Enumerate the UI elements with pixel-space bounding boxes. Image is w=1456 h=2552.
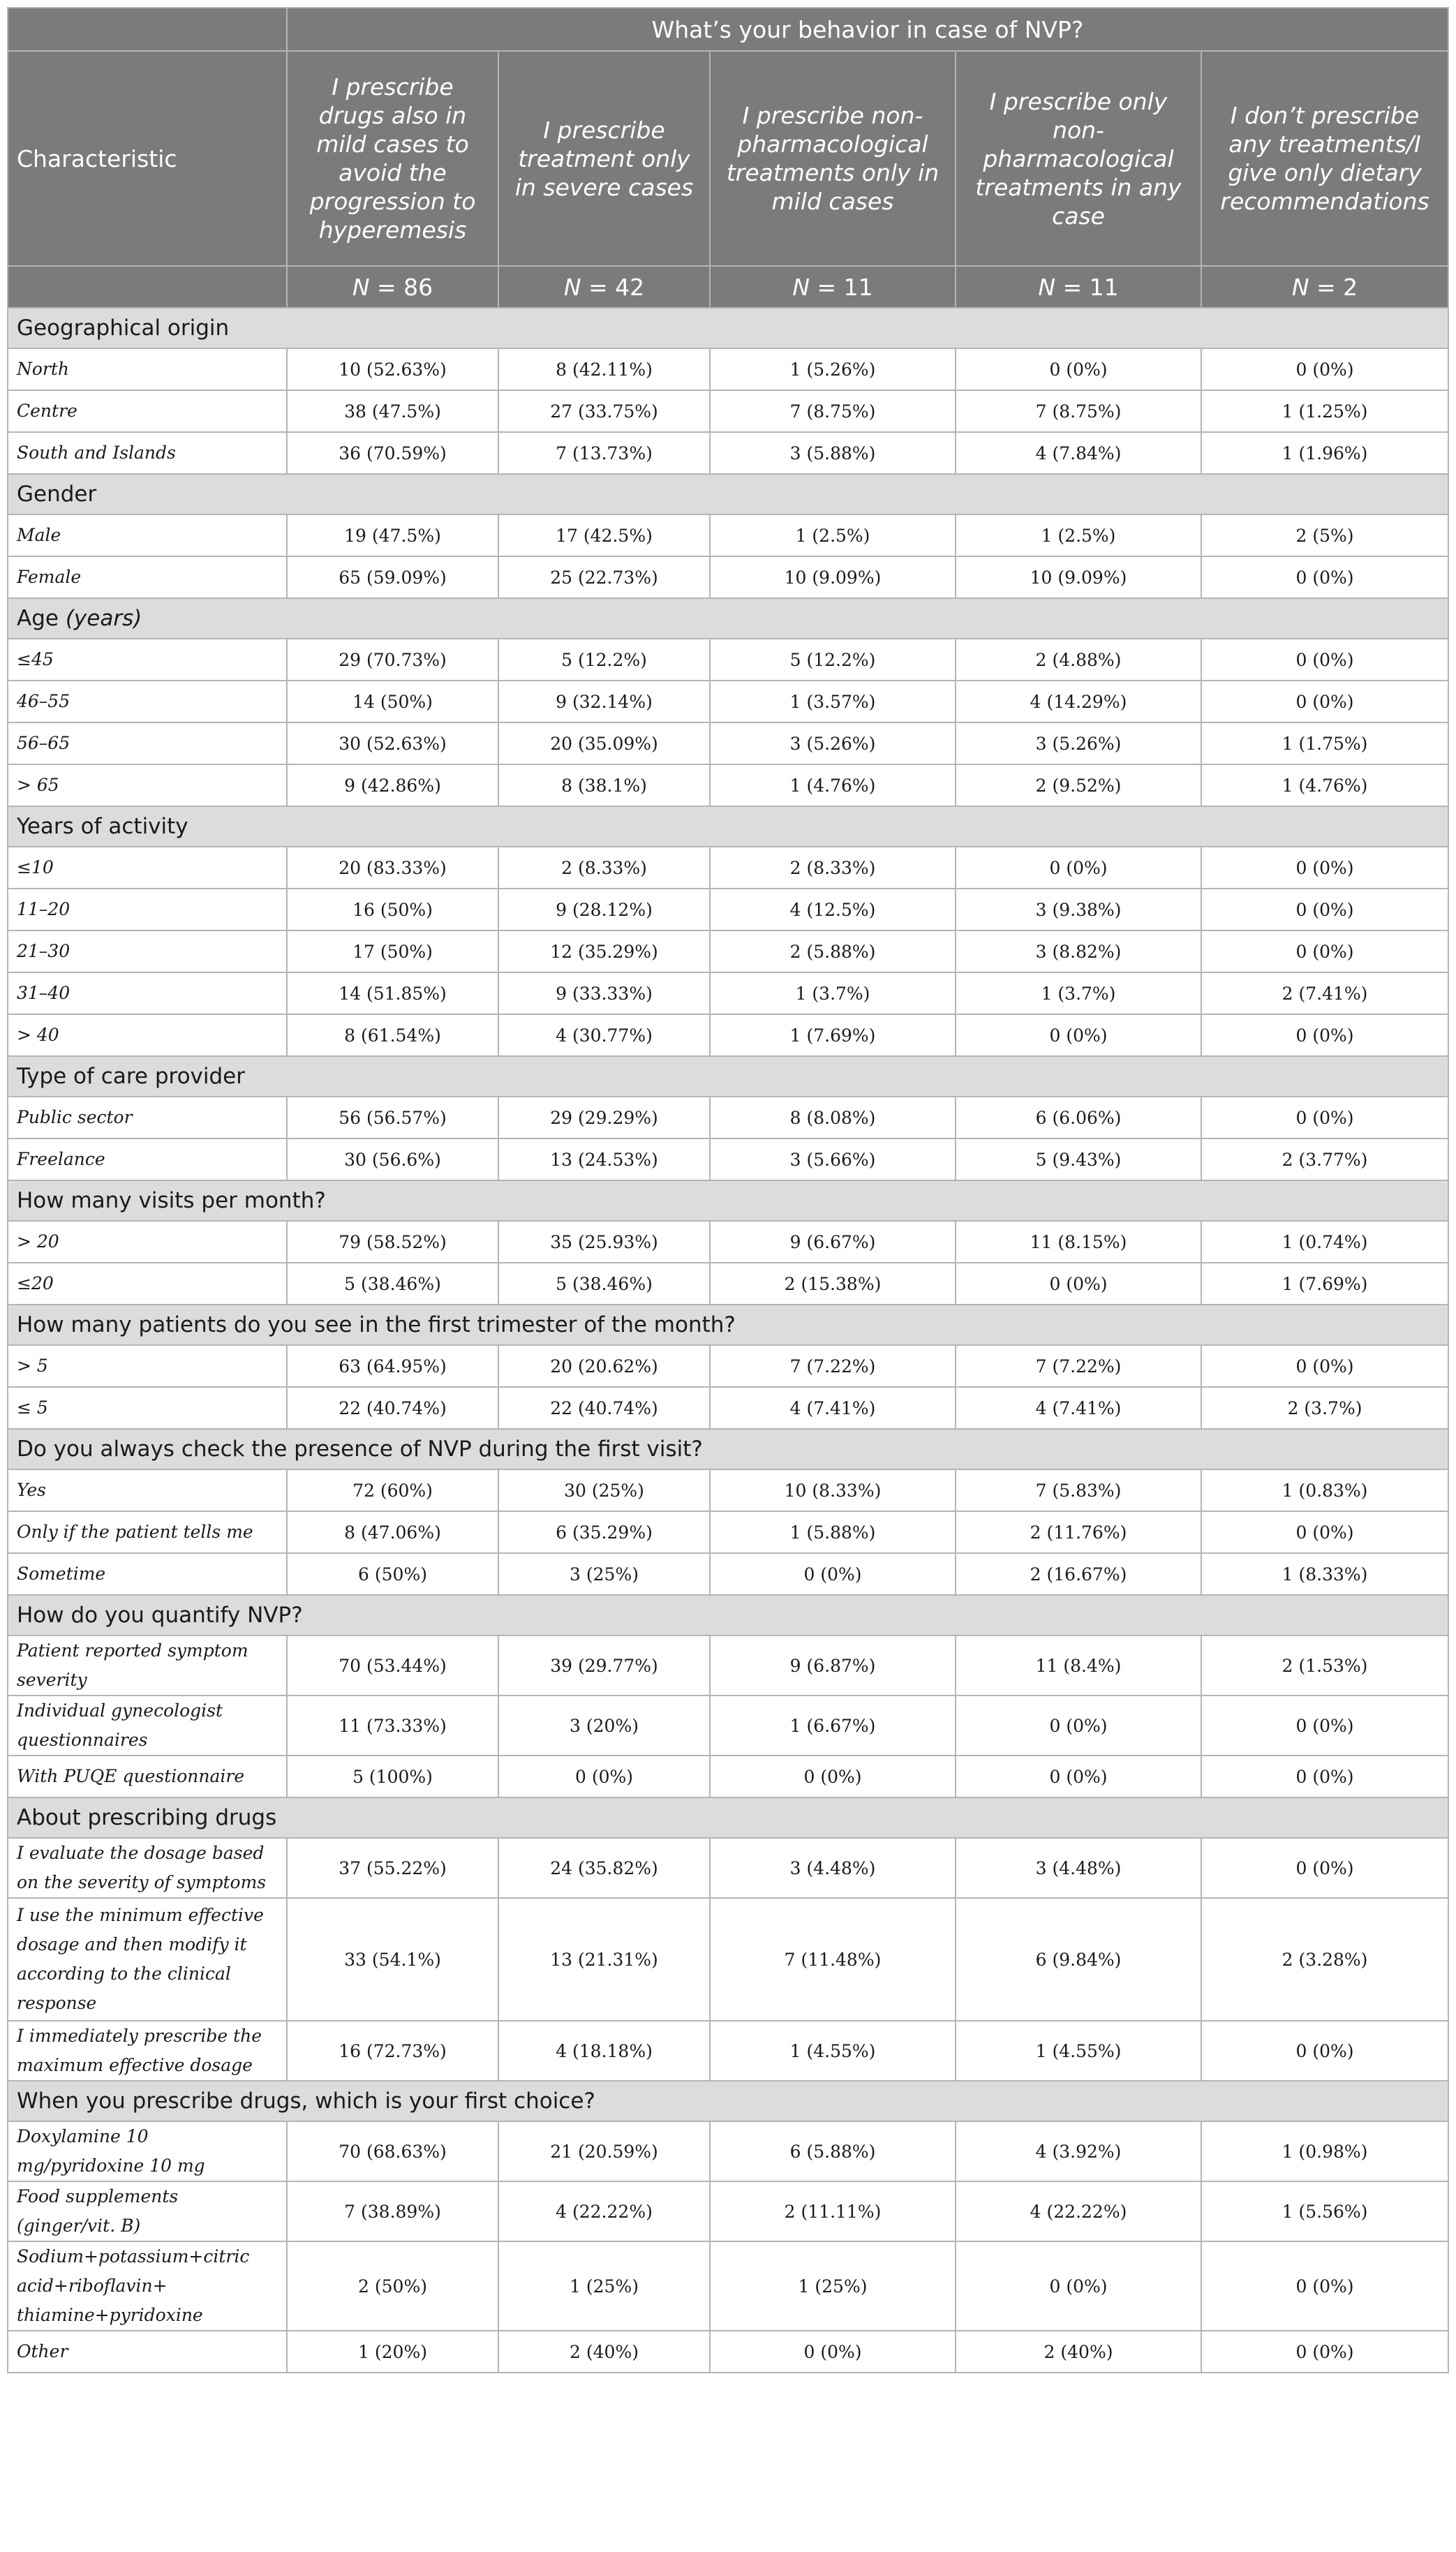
- value-cell: 7 (8.75%): [956, 390, 1201, 432]
- n-count-cell: [956, 266, 1201, 308]
- value-cell: 39 (29.77%): [498, 1635, 710, 1696]
- value-cell: 0 (0%): [498, 1756, 710, 1797]
- section-header-row: [8, 1180, 1448, 1221]
- value-cell: 27 (33.75%): [498, 390, 710, 432]
- value-cell: 14 (50%): [287, 681, 498, 722]
- value-cell: 0 (0%): [956, 348, 1201, 390]
- table-row: [8, 764, 1448, 806]
- header-blank-cell: [8, 8, 287, 51]
- row-label: ≤ 5: [8, 1387, 287, 1429]
- value-cell: 35 (25.93%): [498, 1221, 710, 1263]
- section-title-text: Gender: [17, 482, 97, 507]
- row-label: North: [8, 348, 287, 390]
- value-cell: 16 (50%): [287, 889, 498, 930]
- value-cell: 0 (0%): [956, 847, 1201, 889]
- value-cell: 0 (0%): [1201, 2021, 1448, 2081]
- value-cell: 0 (0%): [956, 1756, 1201, 1797]
- section-title: [8, 598, 1448, 639]
- value-cell: 0 (0%): [956, 1263, 1201, 1305]
- value-cell: 1 (5.88%): [710, 1511, 956, 1553]
- value-cell: 30 (25%): [498, 1469, 710, 1511]
- value-cell: 1 (25%): [710, 2241, 956, 2331]
- value-cell: 9 (28.12%): [498, 889, 710, 930]
- value-cell: 20 (20.62%): [498, 1345, 710, 1387]
- row-label: 21–30: [8, 930, 287, 972]
- value-cell: 1 (3.7%): [710, 972, 956, 1014]
- table-row: [8, 972, 1448, 1014]
- value-cell: 2 (8.33%): [710, 847, 956, 889]
- value-cell: 0 (0%): [1201, 1838, 1448, 1898]
- value-cell: 0 (0%): [710, 1756, 956, 1797]
- n-count-cell: [498, 266, 710, 308]
- section-header-row: [8, 1797, 1448, 1838]
- section-title: [8, 474, 1448, 514]
- section-title-text: Years of activity: [17, 814, 188, 839]
- row-label: ≤45: [8, 639, 287, 681]
- value-cell: 2 (16.67%): [956, 1553, 1201, 1595]
- n-letter: N: [792, 273, 810, 301]
- value-cell: 7 (8.75%): [710, 390, 956, 432]
- value-cell: 3 (5.66%): [710, 1138, 956, 1180]
- row-label: Other: [8, 2331, 287, 2373]
- table-row: [8, 1263, 1448, 1305]
- value-cell: 5 (38.46%): [498, 1263, 710, 1305]
- value-cell: 1 (7.69%): [1201, 1263, 1448, 1305]
- table-row: [8, 1138, 1448, 1180]
- value-cell: 0 (0%): [956, 1014, 1201, 1056]
- value-cell: 10 (8.33%): [710, 1469, 956, 1511]
- n-count-cell: [1201, 266, 1448, 308]
- value-cell: 56 (56.57%): [287, 1097, 498, 1138]
- table-row: [8, 1898, 1448, 2021]
- row-label: Patient reported symptom severity: [8, 1635, 287, 1696]
- value-cell: 1 (0.83%): [1201, 1469, 1448, 1511]
- table-row: [8, 1756, 1448, 1797]
- value-cell: 10 (52.63%): [287, 348, 498, 390]
- value-cell: 2 (1.53%): [1201, 1635, 1448, 1696]
- value-cell: 3 (9.38%): [956, 889, 1201, 930]
- table-row: [8, 722, 1448, 764]
- value-cell: 11 (8.4%): [956, 1635, 1201, 1696]
- characteristic-header: Characteristic: [8, 51, 287, 266]
- section-title: [8, 1056, 1448, 1097]
- section-title-text: How many patients do you see in the first trimester of the month?: [17, 1312, 736, 1337]
- value-cell: 0 (0%): [1201, 1345, 1448, 1387]
- value-cell: 7 (38.89%): [287, 2181, 498, 2241]
- value-cell: 2 (11.11%): [710, 2181, 956, 2241]
- table-row: [8, 1014, 1448, 1056]
- section-title: [8, 1305, 1448, 1345]
- section-title-text: How many visits per month?: [17, 1188, 326, 1213]
- survey-results-table: [7, 7, 1449, 2373]
- table-row: [8, 1387, 1448, 1429]
- table-row: [8, 2331, 1448, 2373]
- section-title-text: About prescribing drugs: [17, 1805, 277, 1830]
- value-cell: 4 (7.41%): [710, 1387, 956, 1429]
- value-cell: 8 (38.1%): [498, 764, 710, 806]
- value-cell: 20 (83.33%): [287, 847, 498, 889]
- value-cell: 4 (3.92%): [956, 2121, 1201, 2181]
- table-row: [8, 556, 1448, 598]
- table-row: [8, 1221, 1448, 1263]
- value-cell: 0 (0%): [1201, 1014, 1448, 1056]
- value-cell: 0 (0%): [1201, 639, 1448, 681]
- value-cell: 9 (6.67%): [710, 1221, 956, 1263]
- table-row: [8, 1635, 1448, 1696]
- table-row: [8, 889, 1448, 930]
- section-title-text: Geographical origin: [17, 316, 230, 341]
- value-cell: 2 (3.7%): [1201, 1387, 1448, 1429]
- value-cell: 0 (0%): [1201, 2331, 1448, 2373]
- value-cell: 1 (2.5%): [710, 514, 956, 556]
- column-header-drugs-mild: I prescribe drugs also in mild cases to avoid the progression to hyperemesis: [287, 51, 498, 266]
- value-cell: 37 (55.22%): [287, 1838, 498, 1898]
- table-row: [8, 390, 1448, 432]
- row-label: > 5: [8, 1345, 287, 1387]
- value-cell: 29 (29.29%): [498, 1097, 710, 1138]
- table-row: [8, 1838, 1448, 1898]
- value-cell: 5 (12.2%): [498, 639, 710, 681]
- value-cell: 17 (50%): [287, 930, 498, 972]
- row-label: Freelance: [8, 1138, 287, 1180]
- section-header-row: [8, 2081, 1448, 2121]
- row-label: Female: [8, 556, 287, 598]
- value-cell: 0 (0%): [1201, 930, 1448, 972]
- value-cell: 1 (7.69%): [710, 1014, 956, 1056]
- row-label: I use the minimum effective dosage and then modify it according to the clinical response: [8, 1898, 287, 2021]
- n-count-cell: [287, 266, 498, 308]
- value-cell: 4 (30.77%): [498, 1014, 710, 1056]
- value-cell: 2 (9.52%): [956, 764, 1201, 806]
- value-cell: 11 (8.15%): [956, 1221, 1201, 1263]
- value-cell: 1 (5.56%): [1201, 2181, 1448, 2241]
- n-value: = 42: [581, 273, 645, 301]
- row-label: Food supplements (ginger/vit. B): [8, 2181, 287, 2241]
- value-cell: 5 (12.2%): [710, 639, 956, 681]
- value-cell: 1 (4.55%): [710, 2021, 956, 2081]
- value-cell: 2 (40%): [498, 2331, 710, 2373]
- value-cell: 13 (21.31%): [498, 1898, 710, 2021]
- section-header-row: [8, 598, 1448, 639]
- value-cell: 3 (20%): [498, 1696, 710, 1756]
- row-label: Centre: [8, 390, 287, 432]
- value-cell: 0 (0%): [1201, 2241, 1448, 2331]
- section-title-text: How do you quantify NVP?: [17, 1603, 303, 1628]
- column-header-nonpharm-mild: I prescribe non-pharmacological treatments only in mild cases: [710, 51, 956, 266]
- table-row: [8, 1696, 1448, 1756]
- n-count-cell: [710, 266, 956, 308]
- value-cell: 33 (54.1%): [287, 1898, 498, 2021]
- n-letter: N: [1038, 273, 1056, 301]
- section-header-row: [8, 806, 1448, 847]
- value-cell: 4 (22.22%): [956, 2181, 1201, 2241]
- value-cell: 1 (0.74%): [1201, 1221, 1448, 1263]
- value-cell: 9 (42.86%): [287, 764, 498, 806]
- value-cell: 36 (70.59%): [287, 432, 498, 474]
- table-row: [8, 930, 1448, 972]
- section-header-row: [8, 1595, 1448, 1635]
- value-cell: 3 (4.48%): [710, 1838, 956, 1898]
- value-cell: 17 (42.5%): [498, 514, 710, 556]
- value-cell: 2 (50%): [287, 2241, 498, 2331]
- value-cell: 7 (5.83%): [956, 1469, 1201, 1511]
- section-header-row: [8, 1056, 1448, 1097]
- value-cell: 3 (25%): [498, 1553, 710, 1595]
- value-cell: 30 (52.63%): [287, 722, 498, 764]
- value-cell: 1 (25%): [498, 2241, 710, 2331]
- value-cell: 1 (1.25%): [1201, 390, 1448, 432]
- value-cell: 2 (5%): [1201, 514, 1448, 556]
- value-cell: 0 (0%): [1201, 681, 1448, 722]
- section-title: [8, 308, 1448, 348]
- row-label: Doxylamine 10 mg/pyridoxine 10 mg: [8, 2121, 287, 2181]
- row-label: I immediately prescribe the maximum effective dosage: [8, 2021, 287, 2081]
- section-header-row: [8, 1429, 1448, 1469]
- value-cell: 11 (73.33%): [287, 1696, 498, 1756]
- value-cell: 7 (13.73%): [498, 432, 710, 474]
- table-row: [8, 348, 1448, 390]
- section-title-text: Age: [17, 606, 66, 631]
- value-cell: 22 (40.74%): [498, 1387, 710, 1429]
- row-label: With PUQE questionnaire: [8, 1756, 287, 1797]
- value-cell: 5 (9.43%): [956, 1138, 1201, 1180]
- value-cell: 1 (4.55%): [956, 2021, 1201, 2081]
- value-cell: 8 (8.08%): [710, 1097, 956, 1138]
- value-cell: 4 (22.22%): [498, 2181, 710, 2241]
- section-title: [8, 806, 1448, 847]
- value-cell: 29 (70.73%): [287, 639, 498, 681]
- value-cell: 5 (100%): [287, 1756, 498, 1797]
- value-cell: 16 (72.73%): [287, 2021, 498, 2081]
- value-cell: 25 (22.73%): [498, 556, 710, 598]
- value-cell: 7 (7.22%): [710, 1345, 956, 1387]
- value-cell: 72 (60%): [287, 1469, 498, 1511]
- section-title: [8, 1180, 1448, 1221]
- n-value: = 86: [369, 273, 433, 301]
- value-cell: 38 (47.5%): [287, 390, 498, 432]
- value-cell: 19 (47.5%): [287, 514, 498, 556]
- value-cell: 2 (5.88%): [710, 930, 956, 972]
- value-cell: 79 (58.52%): [287, 1221, 498, 1263]
- table-row: [8, 432, 1448, 474]
- section-title: [8, 1595, 1448, 1635]
- value-cell: 1 (3.57%): [710, 681, 956, 722]
- value-cell: 10 (9.09%): [710, 556, 956, 598]
- value-cell: 14 (51.85%): [287, 972, 498, 1014]
- table-row: [8, 2241, 1448, 2331]
- value-cell: 21 (20.59%): [498, 2121, 710, 2181]
- row-label: > 65: [8, 764, 287, 806]
- value-cell: 8 (47.06%): [287, 1511, 498, 1553]
- value-cell: 0 (0%): [956, 1696, 1201, 1756]
- value-cell: 0 (0%): [1201, 556, 1448, 598]
- value-cell: 4 (18.18%): [498, 2021, 710, 2081]
- row-label: 46–55: [8, 681, 287, 722]
- value-cell: 65 (59.09%): [287, 556, 498, 598]
- row-label: Public sector: [8, 1097, 287, 1138]
- value-cell: 2 (7.41%): [1201, 972, 1448, 1014]
- section-header-row: [8, 474, 1448, 514]
- row-label: 31–40: [8, 972, 287, 1014]
- value-cell: 1 (1.96%): [1201, 432, 1448, 474]
- table-row: [8, 1469, 1448, 1511]
- value-cell: 4 (7.41%): [956, 1387, 1201, 1429]
- table-row: [8, 2121, 1448, 2181]
- table-row: [8, 2021, 1448, 2081]
- n-blank-cell: [8, 266, 287, 308]
- value-cell: 3 (4.48%): [956, 1838, 1201, 1898]
- row-label: Male: [8, 514, 287, 556]
- value-cell: 3 (5.26%): [956, 722, 1201, 764]
- column-header-no-treatment: I don’t prescribe any treatments/I give only dietary recommendations: [1201, 51, 1448, 266]
- value-cell: 9 (6.87%): [710, 1635, 956, 1696]
- section-title-text: Type of care provider: [17, 1064, 245, 1089]
- value-cell: 8 (61.54%): [287, 1014, 498, 1056]
- value-cell: 9 (33.33%): [498, 972, 710, 1014]
- value-cell: 1 (1.75%): [1201, 722, 1448, 764]
- value-cell: 0 (0%): [1201, 847, 1448, 889]
- value-cell: 2 (3.77%): [1201, 1138, 1448, 1180]
- section-title: [8, 1429, 1448, 1469]
- value-cell: 24 (35.82%): [498, 1838, 710, 1898]
- table-row: [8, 514, 1448, 556]
- value-cell: 0 (0%): [1201, 348, 1448, 390]
- n-letter: N: [563, 273, 581, 301]
- table-row: [8, 2181, 1448, 2241]
- table-row: [8, 681, 1448, 722]
- section-header-row: [8, 308, 1448, 348]
- table-row: [8, 847, 1448, 889]
- value-cell: 22 (40.74%): [287, 1387, 498, 1429]
- value-cell: 7 (11.48%): [710, 1898, 956, 2021]
- table-row: [8, 639, 1448, 681]
- value-cell: 0 (0%): [1201, 1756, 1448, 1797]
- column-header-severe-only: I prescribe treatment only in severe cases: [498, 51, 710, 266]
- value-cell: 2 (40%): [956, 2331, 1201, 2373]
- section-title-unit: (years): [65, 606, 142, 631]
- value-cell: 2 (3.28%): [1201, 1898, 1448, 2021]
- section-title-text: Do you always check the presence of NVP during the first visit?: [17, 1437, 703, 1462]
- row-label: > 20: [8, 1221, 287, 1263]
- value-cell: 3 (5.26%): [710, 722, 956, 764]
- value-cell: 3 (5.88%): [710, 432, 956, 474]
- value-cell: 10 (9.09%): [956, 556, 1201, 598]
- row-label: ≤20: [8, 1263, 287, 1305]
- value-cell: 0 (0%): [1201, 1511, 1448, 1553]
- row-label: South and Islands: [8, 432, 287, 474]
- value-cell: 6 (50%): [287, 1553, 498, 1595]
- value-cell: 1 (3.7%): [956, 972, 1201, 1014]
- row-label: 11–20: [8, 889, 287, 930]
- column-header-nonpharm-any: I prescribe only non-pharmacological treatments in any case: [956, 51, 1201, 266]
- table-row: [8, 1097, 1448, 1138]
- value-cell: 1 (2.5%): [956, 514, 1201, 556]
- row-label: Only if the patient tells me: [8, 1511, 287, 1553]
- value-cell: 0 (0%): [956, 2241, 1201, 2331]
- value-cell: 0 (0%): [710, 2331, 956, 2373]
- value-cell: 30 (56.6%): [287, 1138, 498, 1180]
- value-cell: 1 (8.33%): [1201, 1553, 1448, 1595]
- value-cell: 63 (64.95%): [287, 1345, 498, 1387]
- row-label: > 40: [8, 1014, 287, 1056]
- table-row: [8, 1553, 1448, 1595]
- value-cell: 70 (68.63%): [287, 2121, 498, 2181]
- behavior-question-header: What’s your behavior in case of NVP?: [287, 8, 1448, 51]
- value-cell: 0 (0%): [710, 1553, 956, 1595]
- value-cell: 4 (14.29%): [956, 681, 1201, 722]
- n-letter: N: [1291, 273, 1309, 301]
- table-row: [8, 1511, 1448, 1553]
- value-cell: 1 (0.98%): [1201, 2121, 1448, 2181]
- row-label: 56–65: [8, 722, 287, 764]
- row-label: Individual gynecologist questionnaires: [8, 1696, 287, 1756]
- value-cell: 5 (38.46%): [287, 1263, 498, 1305]
- value-cell: 12 (35.29%): [498, 930, 710, 972]
- value-cell: 4 (7.84%): [956, 432, 1201, 474]
- n-value: = 2: [1309, 273, 1358, 301]
- value-cell: 0 (0%): [1201, 1696, 1448, 1756]
- section-title-text: When you prescribe drugs, which is your first choice?: [17, 2089, 595, 2114]
- row-label: Sometime: [8, 1553, 287, 1595]
- row-label: ≤10: [8, 847, 287, 889]
- n-value: = 11: [1055, 273, 1119, 301]
- value-cell: 6 (6.06%): [956, 1097, 1201, 1138]
- table-body: [8, 308, 1448, 2373]
- value-cell: 6 (5.88%): [710, 2121, 956, 2181]
- section-header-row: [8, 1305, 1448, 1345]
- table-row: [8, 1345, 1448, 1387]
- n-letter: N: [352, 273, 370, 301]
- value-cell: 8 (42.11%): [498, 348, 710, 390]
- value-cell: 0 (0%): [1201, 889, 1448, 930]
- value-cell: 0 (0%): [1201, 1097, 1448, 1138]
- value-cell: 2 (4.88%): [956, 639, 1201, 681]
- value-cell: 9 (32.14%): [498, 681, 710, 722]
- row-label: Sodium+potassium+citric acid+riboflavin+ thiamine+pyridoxine: [8, 2241, 287, 2331]
- row-label: I evaluate the dosage based on the severity of symptoms: [8, 1838, 287, 1898]
- value-cell: 2 (8.33%): [498, 847, 710, 889]
- value-cell: 1 (20%): [287, 2331, 498, 2373]
- row-label: Yes: [8, 1469, 287, 1511]
- value-cell: 13 (24.53%): [498, 1138, 710, 1180]
- section-title: [8, 2081, 1448, 2121]
- value-cell: 2 (15.38%): [710, 1263, 956, 1305]
- value-cell: 6 (9.84%): [956, 1898, 1201, 2021]
- value-cell: 1 (4.76%): [1201, 764, 1448, 806]
- n-value: = 11: [810, 273, 873, 301]
- value-cell: 2 (11.76%): [956, 1511, 1201, 1553]
- value-cell: 3 (8.82%): [956, 930, 1201, 972]
- section-title: [8, 1797, 1448, 1838]
- value-cell: 7 (7.22%): [956, 1345, 1201, 1387]
- value-cell: 6 (35.29%): [498, 1511, 710, 1553]
- value-cell: 1 (5.26%): [710, 348, 956, 390]
- value-cell: 1 (4.76%): [710, 764, 956, 806]
- value-cell: 1 (6.67%): [710, 1696, 956, 1756]
- value-cell: 70 (53.44%): [287, 1635, 498, 1696]
- value-cell: 20 (35.09%): [498, 722, 710, 764]
- value-cell: 4 (12.5%): [710, 889, 956, 930]
